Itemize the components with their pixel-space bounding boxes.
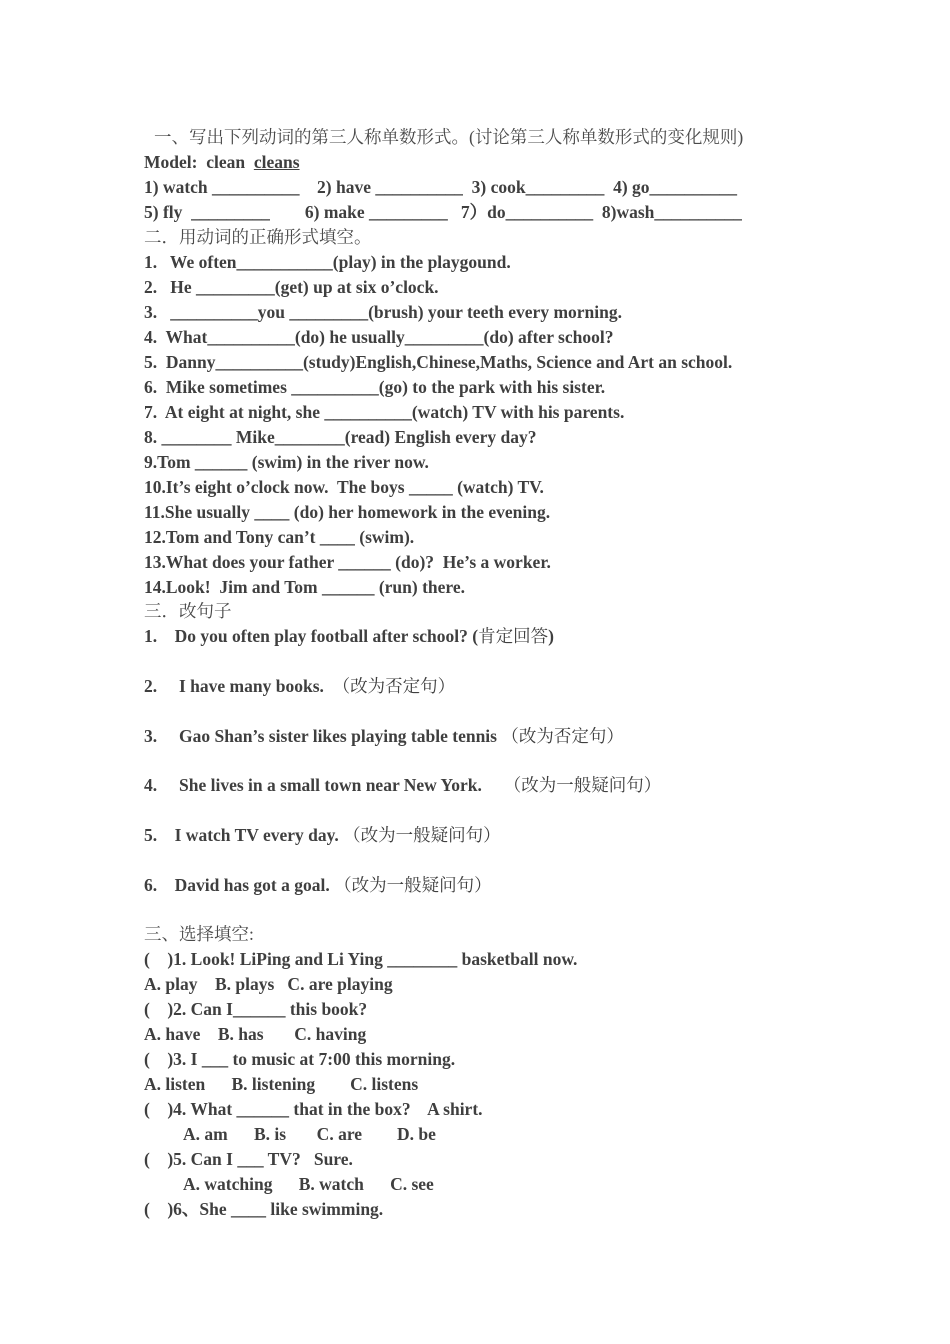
question-line: ( )1. Look! LiPing and Li Ying ________ basketball now. (144, 949, 578, 969)
section1-heading: 一、写出下列动词的第三人称单数形式。(讨论第三人称单数形式的变化规则) (154, 127, 744, 147)
question-line: ( )6、She ____ like swimming. (144, 1199, 384, 1219)
section4-heading: 三、选择填空: (144, 924, 254, 944)
options-line: A. listen B. listening C. listens (144, 1074, 419, 1094)
section2-heading: 二．用动词的正确形式填空。 (144, 227, 372, 247)
section2-item: 3. __________you _________(brush) your teeth every morning. (144, 302, 622, 322)
question-line: ( )5. Can I ___ TV? Sure. (144, 1149, 353, 1169)
section2-item: 13.What does your father ______ (do)? He’s a worker. (144, 552, 551, 572)
item-text: 2. I have many books. (144, 676, 333, 696)
item-text: 1. Do you often play football after school? ( (144, 626, 479, 646)
item-close: ) (548, 626, 554, 646)
question-line: ( )2. Can I______ this book? (144, 999, 368, 1019)
section2-item: 1. We often___________(play) in the playgound. (144, 252, 511, 272)
model-prefix: Model: clean (144, 152, 254, 172)
section2-item: 14.Look! Jim and Tom ______ (run) there. (144, 577, 466, 597)
section3-heading: 三．改句子 (144, 601, 232, 621)
section2-item: 8. ________ Mike________(read) English every day? (144, 427, 537, 447)
section2-item: 7. At eight at night, she __________(watch) TV with his parents. (144, 402, 625, 422)
item-note: （改为一般疑问句） (343, 825, 501, 845)
model-answer: cleans (253, 152, 300, 172)
item-text: 3. Gao Shan’s sister likes playing table tennis (144, 726, 502, 746)
section2-item: 5. Danny__________(study)English,Chinese,Maths, Science and Art an school. (144, 352, 733, 372)
options-line: A. watching B. watch C. see (183, 1174, 434, 1194)
question-line: ( )4. What ______ that in the box? A shirt. (144, 1099, 483, 1119)
section2-item: 9.Tom ______ (swim) in the river now. (144, 452, 429, 472)
section1-row2: 5) fly _________ 6) make _________ 7）do__________ 8)wash__________ (144, 202, 742, 222)
section3-item (144, 725, 624, 747)
item-note: （改为否定句） (501, 726, 624, 746)
section2-item: 10.It’s eight o’clock now. The boys _____ (watch) TV. (144, 477, 544, 497)
item-note: （改为一般疑问句） (334, 875, 492, 895)
item-note: （改为否定句） (332, 676, 456, 696)
section3-item (144, 874, 492, 896)
options-line: A. have B. has C. having (144, 1024, 367, 1044)
section3-item (144, 774, 661, 796)
options-line: A. am B. is C. are D. be (183, 1124, 436, 1144)
section3-item (144, 824, 501, 846)
section2-item: 2. He _________(get) up at six o’clock. (144, 277, 439, 297)
item-text: 5. I watch TV every day. (144, 825, 344, 845)
options-line: A. play B. plays C. are playing (144, 974, 393, 994)
item-text: 4. She lives in a small town near New York. (144, 775, 504, 795)
section2-item: 6. Mike sometimes __________(go) to the park with his sister. (144, 377, 606, 397)
section2-item: 11.She usually ____ (do) her homework in the evening. (144, 502, 551, 522)
section2-item: 12.Tom and Tony can’t ____ (swim). (144, 527, 415, 547)
section3-item (144, 675, 455, 697)
section1-model (144, 151, 300, 173)
item-note: （改为一般疑问句） (503, 775, 662, 795)
item-note: 肯定回答 (478, 626, 549, 646)
section2-item: 4. What__________(do) he usually_________(do) after school? (144, 327, 614, 347)
section3-item (144, 625, 554, 647)
section1-row1: 1) watch __________ 2) have __________ 3) cook_________ 4) go__________ (144, 177, 738, 197)
item-text: 6. David has got a goal. (144, 875, 335, 895)
question-line: ( )3. I ___ to music at 7:00 this morning. (144, 1049, 456, 1069)
